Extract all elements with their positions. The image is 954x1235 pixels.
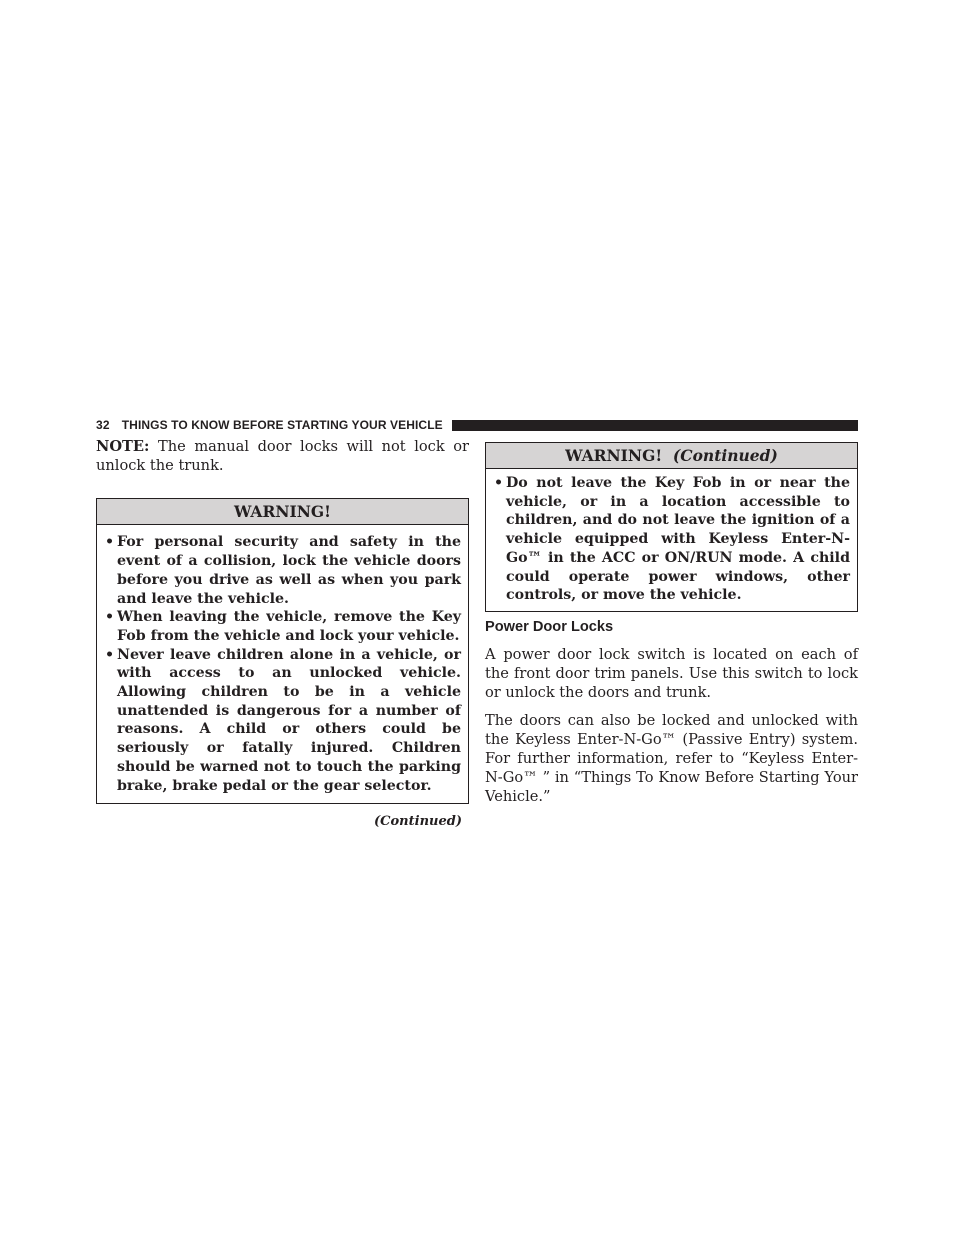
warning-box <box>96 498 469 804</box>
warning-list <box>486 469 857 611</box>
warning-item-text: Do not leave the Key Fob in or near the vehicle, or in a location accessible to children, and do not leave the ignition of a vehicle equipped with Keyless Enter-N-Go™ in the ACC or ON/RUN mode. A child could operate power windows, other controls, or move the vehicle. <box>506 475 850 604</box>
warning-item-text: For personal security and safety in the event of a collision, lock the vehicle doors before you drive as well as when you park and leave the vehicle. <box>117 534 461 607</box>
warning-title: WARNING! <box>97 499 468 525</box>
warning-continued-box <box>485 442 858 612</box>
bullet-icon: • <box>105 646 115 663</box>
note-label: NOTE: <box>96 438 150 455</box>
body-paragraph: The doors can also be locked and unlocked with the Keyless Enter-N-Go™ (Passive Entry) system. For further information, refer to “Keyless Enter-N-Go™ ” in “Things To Know Before Starting Your Vehicle.” <box>485 711 858 806</box>
right-column <box>485 437 858 815</box>
warning-item-text: Never leave children alone in a vehicle, or with access to an unlocked vehicle. Allowing children to be in a vehicle unattended is dangerous for a number of reasons. A child or others could be seriously or fatally injured. Children should be warned not to touch the parking brake, brake pedal or the gear selector. <box>117 646 461 794</box>
header-rule <box>452 420 858 431</box>
body-paragraph: A power door lock switch is located on each of the front door trim panels. Use this switch to lock or unlock the doors and trunk. <box>485 645 858 702</box>
left-column <box>96 437 469 829</box>
page-header <box>96 417 858 433</box>
bullet-icon: • <box>494 475 504 491</box>
continued-label: (Continued) <box>374 814 462 830</box>
warning-title: WARNING! <box>565 446 663 465</box>
warning-continued-label: (Continued) <box>672 446 778 465</box>
page-number: 32 <box>96 418 110 432</box>
warning-continued-title <box>486 443 857 469</box>
bullet-icon: • <box>105 609 115 626</box>
warning-item <box>105 646 461 796</box>
bullet-icon: • <box>105 534 115 551</box>
section-title: Power Door Locks <box>485 618 614 635</box>
warning-item <box>105 608 461 645</box>
warning-list <box>97 525 468 803</box>
note-paragraph <box>96 437 469 475</box>
warning-item-text: When leaving the vehicle, remove the Key Fob from the vehicle and lock your vehicle. <box>117 609 461 644</box>
note-text: The manual door locks will not lock or unlock the trunk. <box>96 438 469 475</box>
warning-item <box>494 474 850 605</box>
chapter-title: THINGS TO KNOW BEFORE STARTING YOUR VEHICLE <box>121 418 443 432</box>
warning-item <box>105 533 461 608</box>
